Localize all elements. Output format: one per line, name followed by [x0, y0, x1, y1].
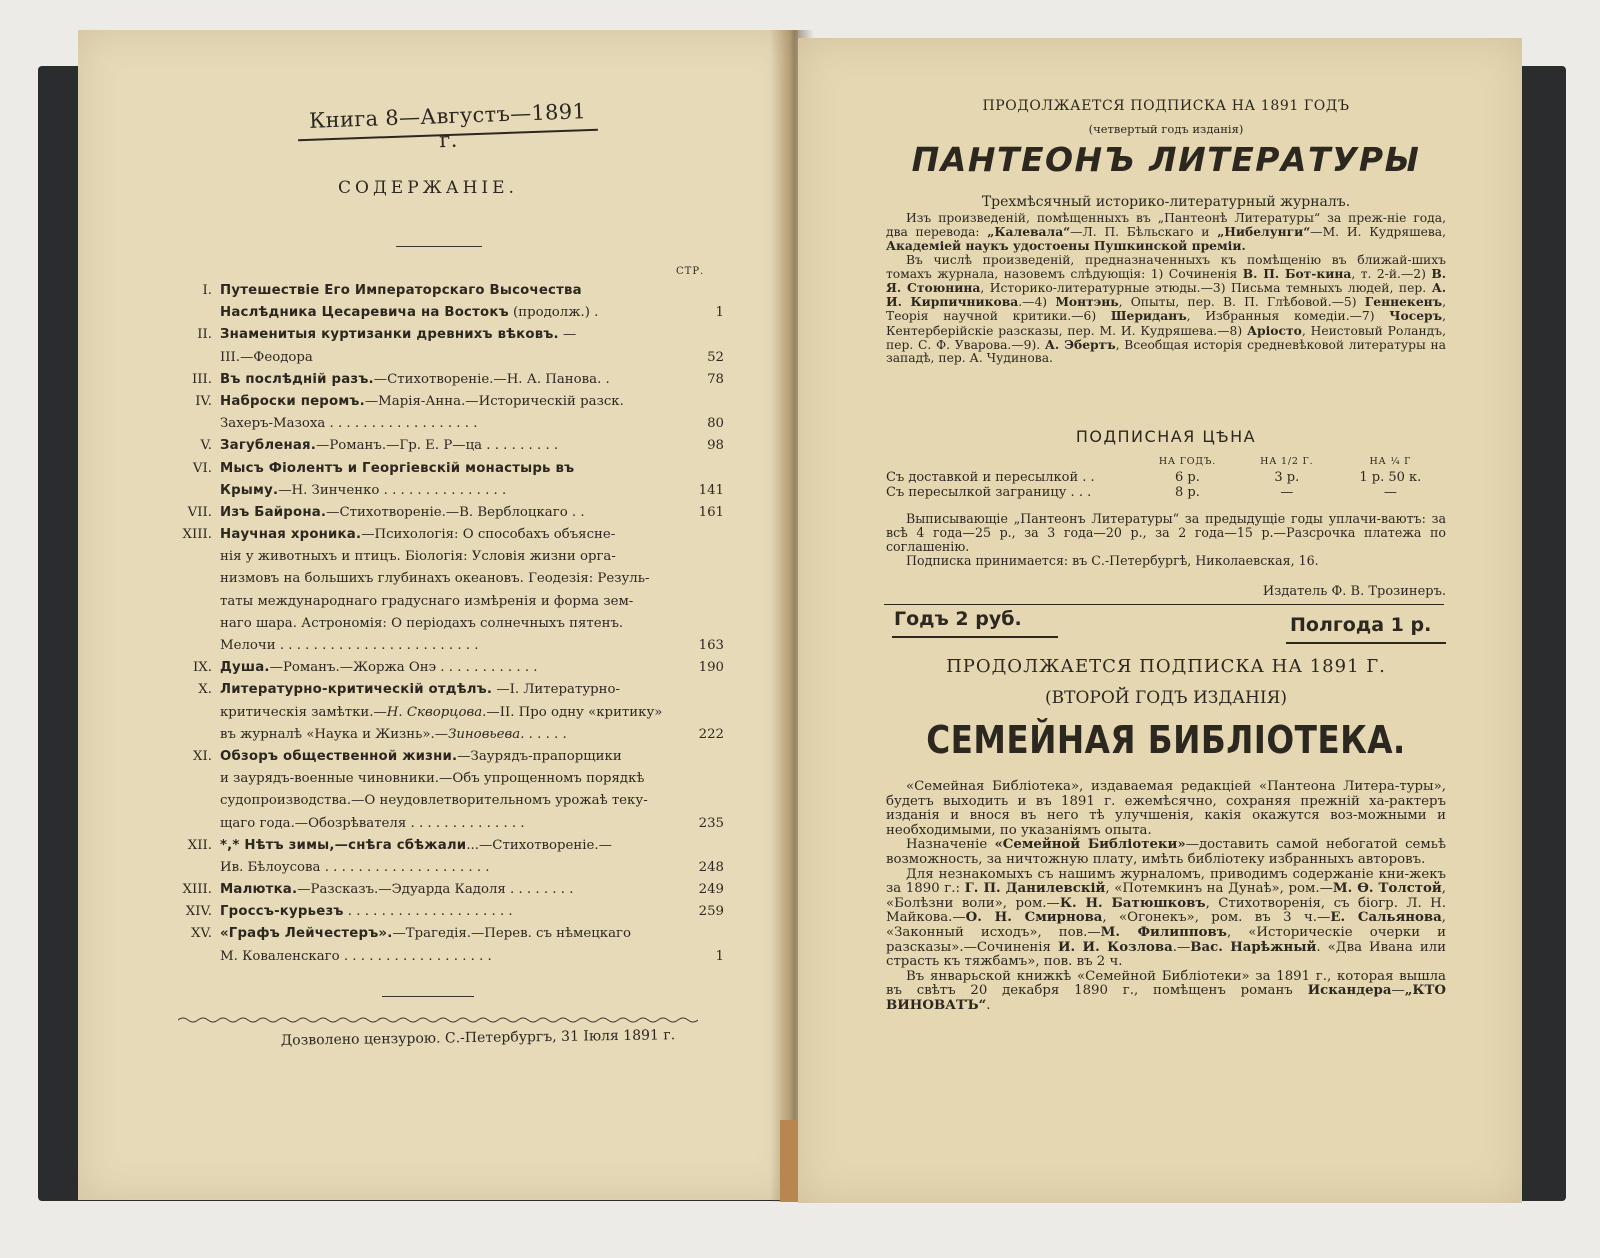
- toc-number: XIV.: [185, 904, 212, 920]
- text-run: наго шара. Астрономія: О періодахъ солнечныхъ пятенъ.: [220, 615, 624, 631]
- bold-text: Чосеръ: [1389, 308, 1443, 324]
- text-run: —Заурядъ-прапорщики: [457, 748, 622, 764]
- toc-number: XIII.: [182, 882, 212, 898]
- text-run: , т. 2-й.—2): [1351, 266, 1432, 281]
- price-row-label: Съ доставкой и пересылкой . .: [886, 470, 1095, 485]
- text-run: , Стихотворенія, съ біогр. Л. Н. Майкова.—: [886, 895, 1446, 926]
- toc-page-number: 1: [715, 948, 724, 964]
- toc-text: [220, 480, 676, 502]
- text-run: . «Два Ивана или страсть къ тяжбамъ», пов. въ 2 ч.: [886, 939, 1446, 970]
- bold-text: Научная хроника.: [220, 527, 362, 543]
- bold-text: Академіей наукъ удостоены Пушкинской преміи.: [886, 238, 1246, 254]
- price-quarter: —: [1383, 485, 1397, 500]
- toc-text: [220, 369, 676, 391]
- toc-text: [220, 813, 676, 835]
- text-run: —Стихотвореніе.—Н. А. Панова. .: [373, 371, 610, 387]
- text-run: —М. И. Кудряшева,: [1310, 225, 1447, 240]
- bold-text: Монтэнь: [1055, 294, 1119, 310]
- paragraph: [886, 970, 1446, 1014]
- toc-number: XI.: [193, 748, 212, 764]
- toc-line: [164, 435, 724, 457]
- bold-text: О. Н. Смирнова: [965, 910, 1103, 926]
- bold-text: Въ послѣдній разъ.: [220, 371, 374, 387]
- bold-text: «Графъ Лейчестеръ».: [220, 926, 393, 942]
- toc-line: [164, 524, 724, 546]
- text-run: —Психологія: О способахъ объясне-: [361, 527, 616, 543]
- text-run: .: [986, 997, 991, 1013]
- text-run: , «Законный исходъ», пов.—: [886, 910, 1446, 940]
- bold-text: Гроссъ-курьезъ: [220, 904, 344, 920]
- text-run: Въ числѣ произведеній, предназначенныхъ къ помѣщенію въ ближай-шихъ томахъ журнала, назовемъ слѣдующія: 1) Сочиненія: [886, 252, 1446, 281]
- toc-text: [220, 879, 676, 901]
- bold-text: Душа.: [220, 660, 270, 676]
- bold-text: „Калевала“: [987, 224, 1071, 240]
- toc-entry: [164, 879, 724, 901]
- toc-line: [164, 635, 724, 657]
- text-run: —: [1391, 983, 1405, 999]
- bold-text: *,* Нѣтъ зимы,—снѣга сбѣжали: [220, 837, 467, 853]
- ad1-heading: ПРОДОЛЖАЕТСЯ ПОДПИСКА НА 1891 ГОДЪ: [982, 98, 1350, 114]
- paragraph: [886, 254, 1446, 366]
- toc-text: [220, 768, 676, 790]
- text-run: Для незнакомыхъ съ нашимъ журналомъ, приводимъ содержаніе кни-жекъ за 1890 г.:: [886, 866, 1446, 897]
- bold-text: Изъ Байрона.: [220, 504, 327, 520]
- ad1-footer: [886, 512, 1446, 568]
- toc-page-number: 52: [707, 349, 724, 365]
- text-run: Ив. Бѣлоусова . . . . . . . . . . . . . . . . . . . .: [220, 859, 490, 875]
- text-run: . . . . .: [524, 726, 567, 742]
- bold-text: Наброски перомъ.: [220, 393, 365, 409]
- toc-line: [164, 613, 724, 635]
- toc-text: [220, 502, 676, 524]
- bold-text: Искандера: [1307, 983, 1392, 999]
- bold-text: Шериданъ: [1110, 308, 1187, 324]
- toc-number: X.: [198, 682, 212, 698]
- text-run: ...—Стихотвореніе.—: [466, 837, 612, 853]
- toc-page-number: 80: [707, 416, 724, 432]
- text-run: —Марія-Анна.—Историческій разск.: [364, 393, 624, 409]
- toc-text: [220, 524, 676, 546]
- price-col-quarter: НА ¼ Г: [1369, 456, 1412, 467]
- paragraph: [886, 780, 1446, 838]
- text-run: —Н. Зинченко . . . . . . . . . . . . . . .: [278, 482, 507, 498]
- toc-text: [220, 591, 676, 613]
- toc-line: [164, 923, 724, 945]
- text-run: , Кентерберійскіе разсказы, пер. М. И. Кудряшева.—8): [886, 309, 1446, 338]
- toc-line: [164, 458, 724, 480]
- toc-line: [164, 702, 724, 724]
- book-issue-title: Книга 8—Августъ—1891 г.: [308, 99, 587, 153]
- toc-number: II.: [197, 327, 212, 343]
- ad1-description: Трехмѣсячный историко-литературный журналъ.: [981, 194, 1351, 210]
- half-year-price: Полгода 1 р.: [1290, 614, 1432, 636]
- toc-text: [220, 901, 676, 923]
- toc-line: [164, 480, 724, 502]
- toc-text: [220, 280, 676, 302]
- toc-line: [164, 724, 724, 746]
- toc-entry: [164, 524, 724, 657]
- bold-text: Малютка.: [220, 882, 298, 898]
- toc-page-number: 235: [698, 815, 724, 831]
- ad1-body: [886, 212, 1446, 365]
- toc-text: [220, 546, 676, 568]
- toc-number: XV.: [191, 926, 212, 942]
- ad2-heading: ПРОДОЛЖАЕТСЯ ПОДПИСКА НА 1891 Г.: [946, 656, 1386, 677]
- text-run: —I. Литературно-: [492, 682, 621, 698]
- text-run: —Трагедія.—Перев. съ нѣмецкаго: [392, 926, 632, 942]
- toc-line: [164, 857, 724, 879]
- toc-page-number: 141: [698, 482, 724, 498]
- toc-entry: [164, 835, 724, 879]
- ad2-subheading: (ВТОРОЙ ГОДЪ ИЗДАНІЯ): [1045, 688, 1287, 708]
- text-run: и заурядъ-военные чиновники.—Объ упрощенномъ порядкѣ: [220, 771, 645, 787]
- bold-text: Наслѣдника Цесаревича на Востокъ: [220, 305, 509, 321]
- toc-page-number: 1: [715, 305, 724, 321]
- toc-number: XII.: [187, 837, 212, 853]
- text-run: —Романъ.—Гр. Е. Р—ца . . . . . . . . .: [316, 438, 559, 454]
- bold-text: В. П. Бот-кина: [1242, 265, 1352, 281]
- text-run: , «Болѣзни воли», ром.—: [886, 881, 1446, 911]
- year-price: Годъ 2 руб.: [894, 608, 1022, 630]
- publisher-line: Издатель Ф. В. Трозинеръ.: [1262, 584, 1446, 599]
- toc-line: [164, 768, 724, 790]
- toc-page-number: 161: [698, 504, 724, 520]
- bold-text: К. Н. Батюшковъ: [1059, 895, 1206, 911]
- right-page: [798, 38, 1522, 1203]
- toc-text: [220, 413, 676, 435]
- toc-number: I.: [202, 283, 212, 298]
- bold-text: „Нибелунги“: [1217, 224, 1311, 240]
- price-row-label: Съ пересылкой заграницу . . .: [886, 485, 1092, 500]
- text-run: Изъ произведеній, помѣщенныхъ въ „Пантеонѣ Литературы“ за преж-ніе года, два перевода:: [886, 211, 1446, 240]
- toc-text: [220, 790, 676, 812]
- text-run: таты международнаго градуснаго измѣренія и форма зем-: [220, 593, 634, 609]
- bold-text: Геннекенъ: [1364, 294, 1443, 310]
- toc-line: [164, 280, 724, 302]
- text-run: низмовъ на большихъ глубинахъ океановъ. Геодезія: Резуль-: [220, 571, 650, 587]
- toc-page-number: 248: [698, 859, 724, 875]
- text-run: Захеръ-Мазоха . . . . . . . . . . . . . . . . . .: [220, 416, 478, 432]
- ad1-title: ПАНТЕОНЪ ЛИТЕРАТУРЫ: [911, 140, 1421, 179]
- toc-line: [164, 657, 724, 679]
- bold-text: М. Филипповъ: [1100, 924, 1227, 940]
- bold-text: Е. Сальянова: [1330, 910, 1442, 926]
- price-row: [886, 485, 1446, 500]
- toc-line: [164, 391, 724, 413]
- price-half: —: [1280, 485, 1294, 500]
- text-run: (продолж.) .: [508, 305, 599, 321]
- price-year: 6 р.: [1175, 470, 1200, 485]
- bold-text: Мысъ Фіолентъ и Георгіевскій монастырь въ: [220, 460, 575, 476]
- toc-number: IV.: [195, 393, 212, 409]
- text-run: , «Историческіе очерки и разсказы».—Сочиненія: [886, 924, 1446, 955]
- toc-entry: [164, 324, 724, 368]
- toc-line: [164, 879, 724, 901]
- price-half: 3 р.: [1274, 470, 1300, 485]
- price-col-half: НА 1/2 Г.: [1260, 456, 1314, 467]
- toc-line: [164, 347, 724, 369]
- text-run: «Семейная Библіотека», издаваемая редакціей «Пантеона Литера-туры», будетъ выходить и въ 1891 г. ежемѣсячно, сохраняя прежній ха-рактеръ изданія и внося въ него тѣ улучшенія, какія окажутся воз-можными и необходимыми, по указаніямъ опыта.: [886, 779, 1446, 838]
- toc-text: [220, 657, 676, 679]
- text-run: —Стихотвореніе.—В. Верблоцкаго . .: [326, 504, 585, 520]
- bold-text: И. И. Козлова: [1057, 939, 1173, 955]
- bold-text: Загубленая.: [220, 438, 317, 454]
- ad2-title: СЕМЕЙНАЯ БИБЛІОТЕКА.: [926, 718, 1406, 762]
- wavy-rule: [178, 1016, 698, 1024]
- toc-text: [220, 391, 676, 413]
- toc-line: [164, 679, 724, 701]
- toc-page-number: 78: [707, 371, 724, 387]
- bold-text: Литературно-критическій отдѣлъ.: [220, 682, 493, 698]
- text-run: М. Коваленскаго . . . . . . . . . . . . . . . . . .: [220, 948, 492, 964]
- toc-entry: [164, 657, 724, 679]
- paragraph: [886, 212, 1446, 254]
- text-run: —доставить самой небогатой семьѣ возможность, за ничтожную плату, имѣть библіотеку избранныхъ авторовъ.: [886, 837, 1446, 867]
- section-divider: [884, 604, 1444, 605]
- ad1-subheading: (четвертый годъ изданія): [1088, 122, 1244, 136]
- toc-entry: [164, 369, 724, 391]
- text-run: , Неистовый Роландъ, пер. С. Ф. Уварова.—9).: [886, 323, 1446, 352]
- toc-text: [220, 702, 676, 724]
- text-run: —II. Про одну «критику»: [486, 704, 663, 720]
- price-row: [886, 470, 1446, 485]
- toc-number: XIII.: [182, 527, 212, 543]
- bold-text: Крыму.: [220, 482, 279, 498]
- text-run: , Избранныя комедіи.—7): [1186, 309, 1390, 324]
- toc-text: [220, 458, 676, 480]
- text-run: . . . . . . . . . . . . . . . . . . . .: [343, 904, 513, 920]
- left-page: [78, 30, 798, 1200]
- bold-text: Знаменитыя куртизанки древнихъ вѣковъ.: [220, 327, 559, 343]
- toc-text: [220, 835, 676, 857]
- toc-text: [220, 435, 676, 457]
- toc-entry: [164, 746, 724, 835]
- toc-number: VI.: [192, 460, 212, 476]
- toc-number: III.: [192, 371, 212, 387]
- text-run: нія у животныхъ и птицъ. Біологія: Условія жизни орга-: [220, 549, 616, 565]
- text-run: —Разсказъ.—Эдуарда Кадоля . . . . . . . .: [297, 882, 574, 898]
- toc-line: [164, 369, 724, 391]
- toc-text: [220, 613, 676, 635]
- bold-text: М. Ѳ. Толстой: [1332, 881, 1442, 897]
- toc-number: VII.: [187, 504, 212, 520]
- price-heading: ПОДПИСНАЯ ЦѢНА: [1075, 427, 1257, 446]
- text-run: , Теорія научной критики.—6): [886, 295, 1446, 324]
- toc-page-number: 163: [698, 638, 724, 653]
- price-quarter: 1 р. 50 к.: [1359, 470, 1422, 485]
- toc-entry: [164, 280, 724, 324]
- text-run: , «Потемкинъ на Дунаѣ», ром.—: [1105, 881, 1333, 897]
- bold-text: «Семейной Библіотеки»: [994, 837, 1186, 853]
- bold-text: Г. П. Данилевскій: [964, 881, 1106, 897]
- toc-line: [164, 546, 724, 568]
- italic-text: Зиновьева.: [448, 726, 525, 742]
- toc-number: IX.: [193, 660, 212, 676]
- toc-text: [220, 724, 676, 746]
- toc-text: [220, 857, 676, 879]
- bold-text: Путешествіе Его Императорскаго Высочества: [220, 283, 582, 298]
- year-price-underline: [892, 636, 1058, 638]
- text-run: Назначеніе: [906, 837, 995, 853]
- italic-text: Н. Скворцова.: [386, 704, 487, 720]
- contents-heading: СОДЕРЖАНІЕ.: [338, 178, 518, 198]
- toc-entry: [164, 458, 724, 502]
- toc-text: [220, 302, 676, 324]
- text-run: въ журналѣ «Наука и Жизнь».—: [220, 726, 449, 742]
- toc-page-number: 259: [698, 904, 724, 920]
- bold-text: Обзоръ общественной жизни.: [220, 748, 458, 764]
- toc-number: V.: [200, 438, 212, 454]
- bold-text: Вас. Нарѣжный: [1190, 939, 1317, 955]
- toc-page-number: 98: [707, 438, 724, 454]
- toc-line: [164, 568, 724, 590]
- toc-text: [220, 923, 676, 945]
- text-run: , «Огонекъ», ром. въ 3 ч.—: [1102, 910, 1331, 926]
- toc-entry: [164, 502, 724, 524]
- toc-entry: [164, 435, 724, 457]
- text-run: , Опыты, пер. В. П. Глѣбовой.—5): [1118, 295, 1365, 310]
- censor-note: Дозволено цензурою. С.-Петербургъ, 31 Іюля 1891 г.: [280, 1027, 676, 1049]
- text-run: судопроизводства.—О неудовлетворительномъ урожаѣ теку-: [220, 793, 648, 809]
- toc-line: [164, 946, 724, 968]
- paragraph: [886, 868, 1446, 970]
- table-of-contents: [164, 280, 724, 968]
- toc-text: [220, 568, 676, 590]
- toc-line: [164, 746, 724, 768]
- toc-entry: [164, 923, 724, 967]
- toc-line: [164, 813, 724, 835]
- toc-text: [220, 946, 676, 968]
- text-run: критическія замѣтки.—: [220, 704, 387, 720]
- toc-entry: [164, 679, 724, 746]
- bold-text: А. И. Кирпичникова: [886, 280, 1446, 310]
- text-run: Въ январьской книжкѣ «Семейной Библіотеки» за 1891 г., которая вышла въ свѣтъ 20 декабря 1890 г., помѣщенъ романъ: [886, 968, 1446, 999]
- price-col-year: НА ГОДЪ.: [1158, 456, 1217, 467]
- toc-line: [164, 413, 724, 435]
- text-run: , Всеобщая исторія средневѣковой литературы на западѣ, пер. А. Чудинова.: [886, 337, 1446, 366]
- half-price-underline: [1286, 642, 1446, 644]
- heading-divider: [396, 246, 482, 247]
- price-year: 8 р.: [1175, 485, 1200, 500]
- ad1-footer-paragraph: Подписка принимается: въ С.-Петербургѣ, Николаевская, 16.: [906, 553, 1319, 568]
- paragraph: [886, 838, 1446, 867]
- price-table: [886, 456, 1446, 500]
- toc-line: [164, 790, 724, 812]
- text-run: , Историко-литературные этюды.—3) Письма темныхъ людей, пер.: [980, 281, 1432, 296]
- text-run: .—: [1172, 939, 1191, 955]
- toc-page-number: 222: [698, 726, 724, 742]
- toc-text: [220, 635, 676, 657]
- bold-text: Аріосто: [1247, 322, 1302, 338]
- footer-divider: [382, 996, 474, 997]
- toc-text: [220, 746, 676, 768]
- toc-line: [164, 324, 724, 346]
- page-column-label: СТР.: [676, 266, 705, 277]
- toc-line: [164, 835, 724, 857]
- text-run: III.—Феодора: [220, 349, 313, 365]
- bold-text: В. Я. Стоюнина: [886, 265, 1446, 296]
- text-run: .—4): [1018, 295, 1056, 310]
- toc-page-number: 249: [698, 882, 724, 898]
- text-run: —: [558, 327, 577, 343]
- toc-text: [220, 347, 676, 369]
- text-run: —Романъ.—Жоржа Онэ . . . . . . . . . . . .: [269, 660, 538, 676]
- toc-line: [164, 591, 724, 613]
- toc-page-number: 190: [698, 660, 724, 676]
- text-run: щаго года.—Обозрѣвателя . . . . . . . . . . . . . .: [220, 815, 525, 831]
- text-run: —Л. П. Бѣльскаго и: [1070, 225, 1218, 240]
- text-run: Мелочи . . . . . . . . . . . . . . . . . . . . . . . .: [220, 638, 479, 653]
- toc-text: [220, 324, 676, 346]
- toc-line: [164, 901, 724, 923]
- toc-line: [164, 302, 724, 324]
- toc-line: [164, 502, 724, 524]
- bold-text: „КТО ВИНОВАТЪ“: [886, 983, 1446, 1013]
- toc-entry: [164, 901, 724, 923]
- toc-text: [220, 679, 676, 701]
- bold-text: А. Эбертъ: [1044, 336, 1116, 352]
- toc-entry: [164, 391, 724, 435]
- ad2-body: [886, 780, 1446, 1014]
- ad1-footer-paragraph: Выписывающіе „Пантеонъ Литературы“ за предыдущіе годы уплачи-ваютъ: за всѣ 4 года—25 р., за 3 года—20 р., за 2 года—15 р.—Разсрочка платежа по соглашенію.: [886, 511, 1446, 554]
